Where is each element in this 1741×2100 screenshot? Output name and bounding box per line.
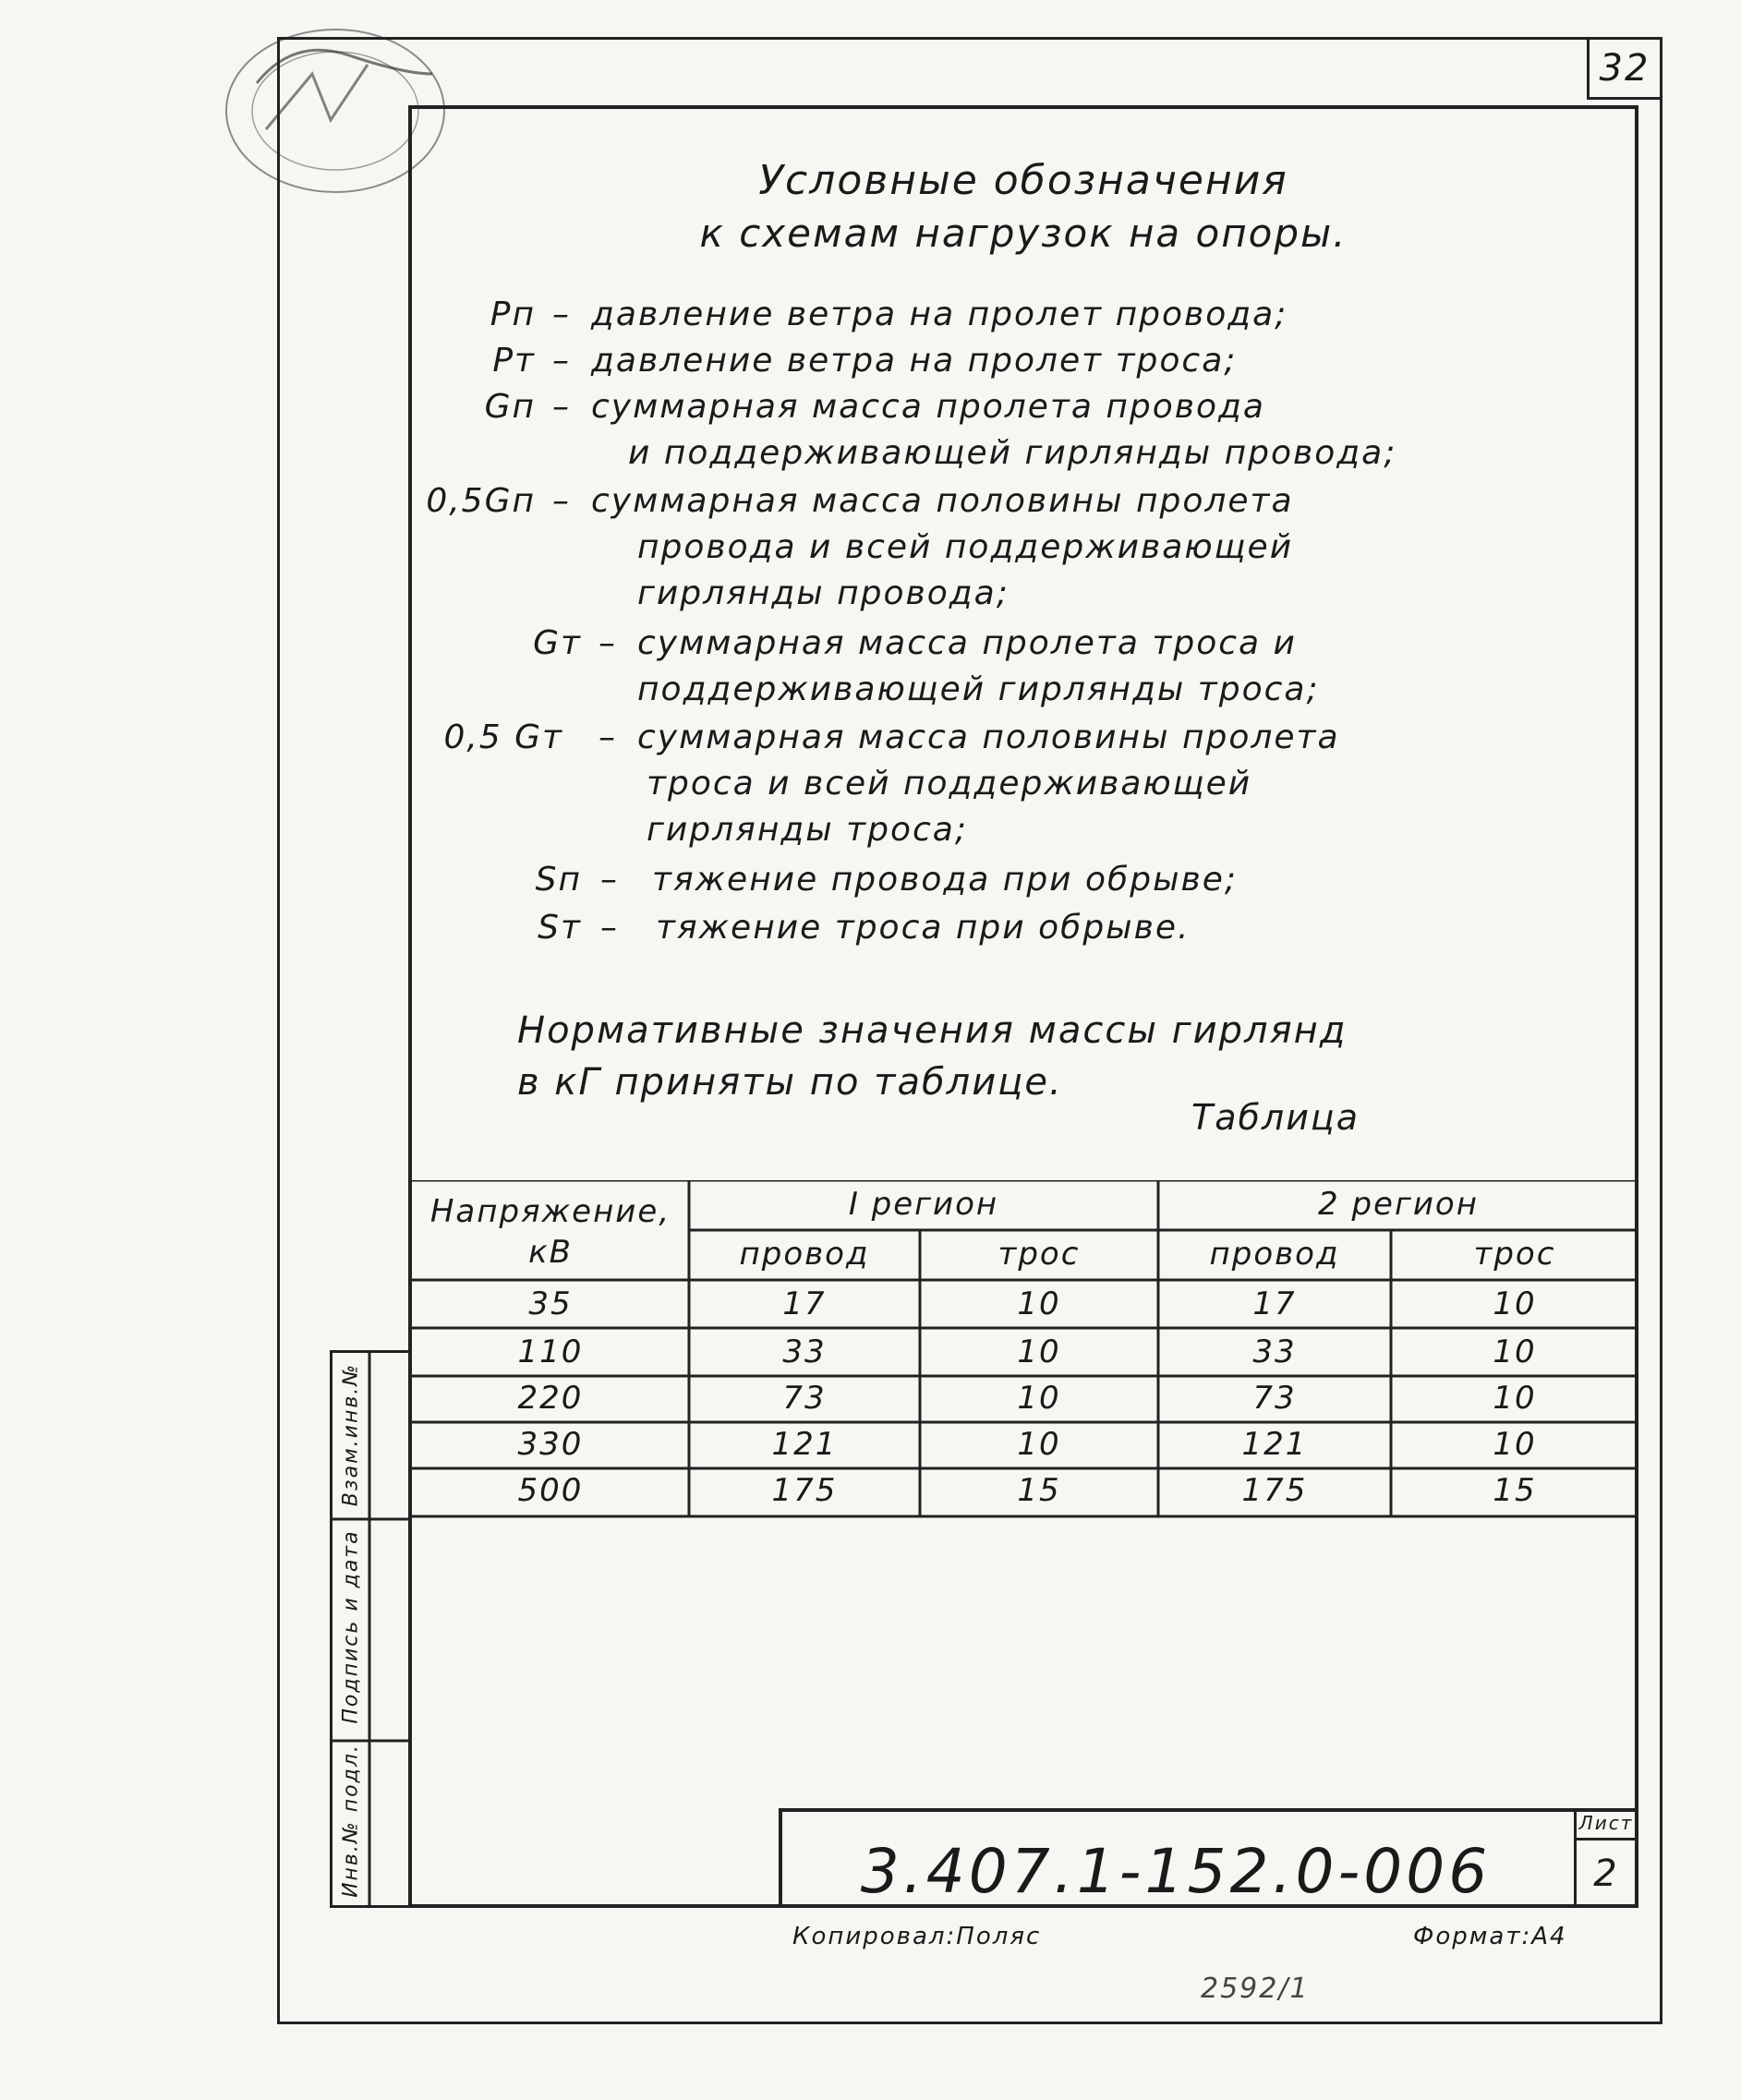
- cell-value: 10: [1493, 1285, 1537, 1322]
- legend-text: суммарная масса пролета троса и: [637, 624, 1297, 662]
- header-cable: трос: [997, 1236, 1081, 1273]
- legend-dash: –: [552, 388, 571, 426]
- legend-text: суммарная масса половины пролета: [637, 718, 1340, 756]
- legend-dash: –: [552, 342, 571, 380]
- page-subtitle: к схемам нагрузок на опоры.: [699, 211, 1348, 256]
- cell-value: 73: [782, 1380, 827, 1417]
- side-label-ref-inv: Взам.инв.№: [339, 1362, 363, 1507]
- cell-value: 10: [1493, 1380, 1537, 1417]
- side-label-orig-inv: Инв.№ подл.: [339, 1744, 363, 1898]
- cell-value: 121: [771, 1426, 838, 1463]
- header-unit: кВ: [528, 1234, 573, 1271]
- norm-note-line: Нормативные значения массы гирлянд: [517, 1009, 1348, 1052]
- cell-value: 175: [1241, 1472, 1308, 1509]
- cell-voltage: 500: [517, 1472, 584, 1509]
- cell-value: 33: [782, 1334, 827, 1370]
- norm-note: [517, 1005, 1347, 1108]
- page-title: Условные обозначения: [758, 157, 1288, 204]
- legend-text: суммарная масса половины пролета: [591, 482, 1294, 520]
- legend-dash: –: [600, 861, 619, 899]
- paper-format: Формат:А4: [1413, 1923, 1567, 1950]
- cell-value: 10: [1017, 1334, 1061, 1370]
- header-region-1: I регион: [848, 1186, 999, 1223]
- archive-number: 2592/1: [1201, 1973, 1310, 2005]
- cell-value: 10: [1017, 1426, 1061, 1463]
- cell-value: 10: [1493, 1426, 1537, 1463]
- legend-symbol: Gп: [484, 388, 536, 426]
- legend-text: тяжение троса при обрыве.: [656, 909, 1191, 947]
- legend-text: давление ветра на пролет троса;: [591, 342, 1238, 380]
- garland-mass-table: [412, 1180, 1638, 1520]
- side-stamp: [330, 1350, 411, 1908]
- header-voltage: Напряжение,: [429, 1193, 671, 1230]
- cell-value: 10: [1017, 1285, 1061, 1322]
- cell-value: 17: [1252, 1285, 1297, 1322]
- legend-text: тяжение провода при обрыве;: [652, 861, 1239, 899]
- header-cable: трос: [1473, 1236, 1556, 1273]
- header-wire: провод: [739, 1236, 870, 1273]
- table-caption: Таблица: [1191, 1097, 1360, 1138]
- legend-dash: –: [600, 909, 619, 947]
- cell-value: 73: [1252, 1380, 1297, 1417]
- norm-note-line: в кГ приняты по таблице.: [517, 1061, 1063, 1104]
- cell-value: 15: [1017, 1472, 1061, 1509]
- cell-voltage: 35: [528, 1285, 573, 1322]
- legend-dash: –: [552, 296, 571, 333]
- cell-value: 33: [1252, 1334, 1297, 1370]
- cell-value: 10: [1493, 1334, 1537, 1370]
- legend-text: троса и всей поддерживающей: [647, 765, 1252, 803]
- legend-symbol: Sп: [535, 861, 582, 899]
- document-code: 3.407.1-152.0-006: [860, 1836, 1492, 1907]
- cell-voltage: 110: [517, 1334, 584, 1370]
- header-wire: провод: [1209, 1236, 1340, 1273]
- header-region-2: 2 регион: [1318, 1186, 1479, 1223]
- copied-by: Копировал:Поляс: [792, 1923, 1042, 1950]
- cell-value: 17: [782, 1285, 827, 1322]
- sheet-label: Лист: [1576, 1812, 1637, 1841]
- legend-dash: –: [598, 718, 617, 756]
- legend-symbol: Gт: [533, 624, 582, 662]
- legend-text: гирлянды троса;: [647, 811, 968, 849]
- legend-dash: –: [552, 482, 571, 520]
- legend-symbol: Sт: [538, 909, 582, 947]
- cell-voltage: 220: [517, 1380, 584, 1417]
- legend-symbol: 0,5 Gт: [443, 718, 563, 756]
- legend-text: гирлянды провода;: [637, 574, 1010, 612]
- legend-symbol: Pт: [492, 342, 536, 380]
- cell-value: 15: [1493, 1472, 1537, 1509]
- legend-dash: –: [598, 624, 617, 662]
- legend-text: давление ветра на пролет провода;: [591, 296, 1288, 333]
- legend-symbol: Pп: [490, 296, 536, 333]
- legend-text: суммарная масса пролета провода: [591, 388, 1265, 426]
- side-label-sign-date: Подпись и дата: [339, 1529, 363, 1724]
- legend-text: провода и всей поддерживающей: [637, 528, 1294, 566]
- legend-text: поддерживающей гирлянды троса;: [637, 670, 1320, 708]
- cell-voltage: 330: [517, 1426, 584, 1463]
- cell-value: 175: [771, 1472, 838, 1509]
- legend-text: и поддерживающей гирлянды провода;: [628, 434, 1397, 472]
- cell-value: 121: [1241, 1426, 1308, 1463]
- page-number: 32: [1587, 37, 1662, 100]
- sheet-number: 2: [1593, 1853, 1619, 1895]
- legend-symbol: 0,5Gп: [426, 482, 536, 520]
- cell-value: 10: [1017, 1380, 1061, 1417]
